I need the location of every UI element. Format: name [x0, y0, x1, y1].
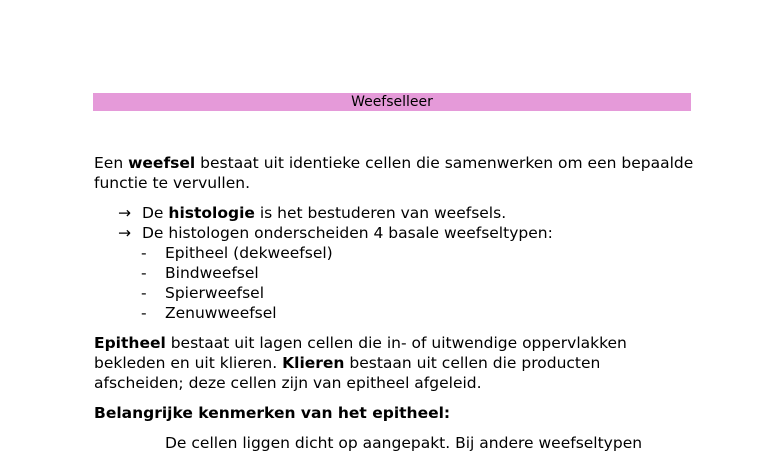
term-klieren: Klieren — [282, 354, 345, 372]
intro-term-weefsel: weefsel — [128, 154, 196, 172]
tissue-type-label: Spierweefsel — [165, 284, 265, 302]
arrow-right-icon: → — [118, 204, 131, 222]
intro-paragraph — [94, 153, 694, 193]
tissue-type-label: Epitheel (dekweefsel) — [165, 244, 333, 262]
cut-off-list-item: De cellen liggen dicht op aangepakt. Bij andere weefseltypen — [165, 434, 643, 452]
list-item — [141, 263, 333, 283]
kenmerken-heading: Belangrijke kenmerken van het epitheel: — [94, 404, 451, 422]
intro-text-2: bestaat uit identieke cellen die samenwerken om een bepaalde functie te vervullen. — [94, 154, 694, 192]
epitheel-paragraph — [94, 333, 694, 393]
tissue-type-list — [141, 243, 333, 323]
arrow-right-icon: → — [118, 224, 131, 242]
dash-bullet: - — [141, 244, 147, 262]
arrow-item-weefseltypen — [118, 223, 553, 243]
page-title: Weefselleer — [93, 93, 691, 111]
arrow-item-text: is het bestuderen van weefsels. — [254, 204, 507, 222]
arrow-item-text: De — [142, 204, 169, 222]
arrow-list — [118, 203, 553, 243]
list-item — [141, 303, 333, 323]
term-histologie: histologie — [168, 204, 255, 222]
dash-bullet: - — [141, 284, 147, 302]
term-epitheel: Epitheel — [94, 334, 166, 352]
arrow-item-text: De histologen onderscheiden 4 basale weefseltypen: — [142, 224, 553, 242]
epitheel-text-2: bestaan uit cellen die producten afscheiden; deze cellen zijn van epitheel afgeleid. — [94, 354, 601, 392]
arrow-item-histologie — [118, 203, 553, 223]
list-item — [141, 283, 333, 303]
dash-bullet: - — [141, 304, 147, 322]
tissue-type-label: Zenuwweefsel — [165, 304, 277, 322]
epitheel-text-1: bestaat uit lagen cellen die in- of uitwendige oppervlakken bekleden en uit klieren. — [94, 334, 627, 372]
dash-bullet: - — [141, 264, 147, 282]
list-item — [141, 243, 333, 263]
intro-text-1: Een — [94, 154, 129, 172]
tissue-type-label: Bindweefsel — [165, 264, 259, 282]
